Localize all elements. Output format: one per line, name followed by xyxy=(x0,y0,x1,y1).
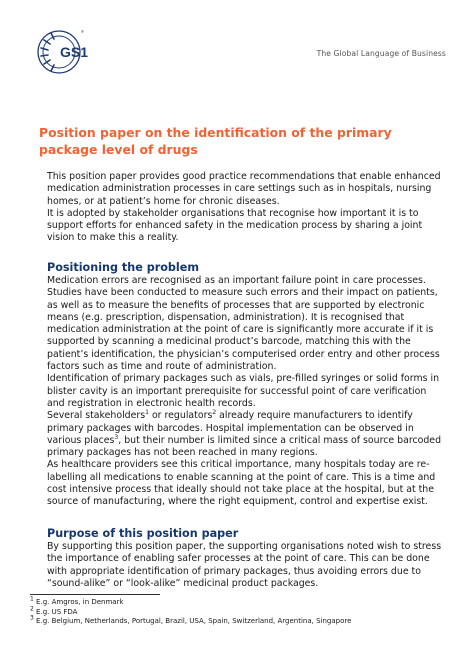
section-heading-purpose: Purpose of this position paper xyxy=(47,527,239,540)
section-purpose-body xyxy=(47,541,442,590)
section-problem-body xyxy=(47,275,442,509)
footnote-2: $^2$ E.g. US FDA xyxy=(30,605,78,616)
footnote-ref: 1 xyxy=(145,409,149,417)
footnote-divider xyxy=(30,594,160,595)
gs1-logo xyxy=(37,26,97,78)
footnotes xyxy=(30,595,450,627)
logo-text: GS1 xyxy=(60,44,89,60)
footnote-ref: 3 xyxy=(114,433,119,441)
purpose-paragraph-1: By supporting this position paper, the supporting organisations noted wish to stress the importance of enabling safer processes at the point of care. This can be done with appropriate identification of primary packages, thus avoiding errors due to “sound-alike” or “look-alike” medicinal product packages. xyxy=(47,541,442,589)
section-heading-problem: Positioning the problem xyxy=(47,261,200,274)
footnote-3: $^3$ E.g. Belgium, Netherlands, Portugal, Brazil, USA, Spain, Switzerland, Argentina, Singapore xyxy=(30,614,352,626)
problem-paragraph-4: As healthcare providers see this critical importance, many hospitals today are re-labelling all medications to enable scanning at the point of care. This is a time and cost intensive process that ideally should not take place at the hospital, but at the source of manufacturing, where the right equipment, control and expertise exist. xyxy=(47,459,436,508)
footnote-1: $^1$ E.g. Amgros, in Denmark xyxy=(30,595,124,606)
problem-paragraph-3: Several stakeholders$^1$ or regulators$^2$ already require manufacturers to identify primary packages with barcodes. Hospital implementation can be observed in various places$^3$, but their number is limited since a critical mass of source barcoded primary packages has not been reached in many regions. xyxy=(47,409,442,459)
document-title: Position paper on the identification of the primary package level of drugs xyxy=(39,125,392,157)
footnote-ref: 2 xyxy=(212,409,217,417)
intro-section xyxy=(47,171,442,245)
svg-text:®: ® xyxy=(81,29,84,34)
intro-paragraph-1: This position paper provides good practice recommendations that enable enhanced medication administration processes in care settings such as in hospitals, nursing homes, or at patient’s home for chronic diseases. xyxy=(47,171,441,207)
problem-paragraph-2: Identification of primary packages such as vials, pre-filled syringes or solid forms in blister cavity is an important prerequisite for successful point of care verification and registration in electronic health records. xyxy=(47,373,440,409)
problem-paragraph-1: Medication errors are recognised as an important failure point in care processes. Studies have been conducted to measure such errors and their impact on patients, as well as to measure the benefits of processes that are supported by electronic means (e.g. prescription, dispensation, administration). It is recognised that medication administration at the point of care is significantly more accurate if it is supported by scanning a medicinal product’s barcode, matching this with the patient’s identification, the physician’s computerised order entry and other process factors such as time and route of administration. xyxy=(47,275,440,373)
tagline: The Global Language of Business xyxy=(316,49,446,58)
intro-paragraph-2: It is adopted by stakeholder organisations that recognise how important it is to support efforts for enhanced safety in the medication process by sharing a joint vision to make this a reality. xyxy=(47,207,423,244)
